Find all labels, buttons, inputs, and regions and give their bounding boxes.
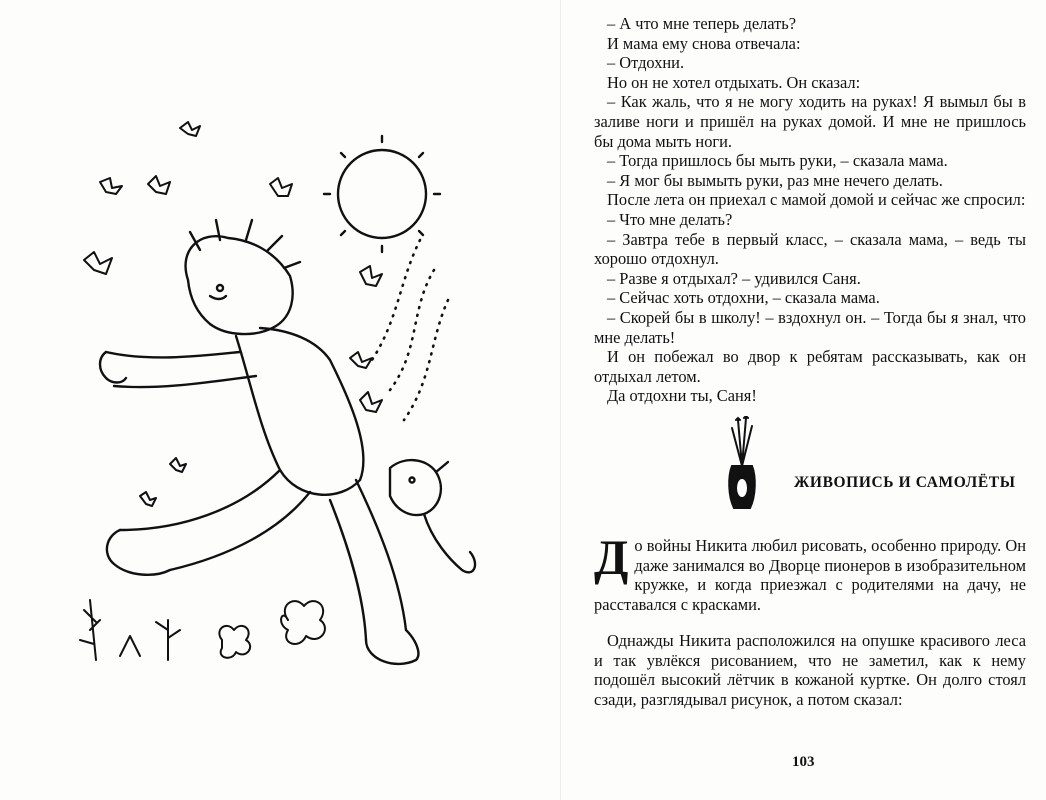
dialogue-line: – Что мне делать? (607, 209, 733, 229)
story-body (594, 529, 1026, 709)
paragraph: Однажды Никита расположился на опушке красивого леса и так увлёкся рисованием, что не заметил, как к нему подошёл высокий лётчик в кожаной куртке. Он долго стоял сзади, разглядывал рисунок, а потом сказал: (594, 631, 1026, 709)
flowers-drawing (80, 600, 325, 660)
dialogue-line: – Отдохни. (607, 53, 685, 73)
dotted-trail (372, 240, 448, 420)
paintbrush-vase-icon (722, 416, 762, 512)
dialogue-line: Но он не хотел отдыхать. Он сказал: (607, 72, 861, 92)
page-gutter (560, 0, 561, 800)
section-heading: ЖИВОПИСЬ И САМОЛЁТЫ (794, 473, 1016, 491)
dialogue-line: – Сейчас хоть отдохни, – сказала мама. (607, 288, 880, 308)
dialogue-line: После лета он приехал с мамой домой и сейчас же спросил: (607, 190, 1026, 210)
opening-paragraph (594, 529, 1026, 615)
dialogue-line: – Тогда пришлось бы мыть руки, – сказала мама. (607, 151, 948, 171)
dialogue-line: – Скорей бы в школу! – вздохнул он. – Тогда бы я знал, что мне делать! (594, 307, 1026, 347)
birds-drawing (84, 122, 382, 506)
dog-drawing (390, 460, 475, 572)
dialogue-line: – Как жаль, что я не могу ходить на руках! Я вымыл бы в заливе ноги и пришёл на руках домой. И мне не пришлось бы дома мыть ноги. (594, 92, 1026, 151)
dialogue-line: Да отдохни ты, Саня! (607, 386, 757, 406)
drop-cap: Д (594, 529, 629, 586)
sun-drawing (324, 136, 440, 252)
page-number: 103 (792, 754, 815, 770)
dialogue-line: И он побежал во двор к ребятам рассказывать, как он отдыхал летом. (594, 347, 1026, 386)
dialogue-line: И мама ему снова отвечала: (607, 33, 801, 53)
right-page (594, 14, 1026, 709)
boy-running-illustration (60, 100, 480, 700)
section-header (594, 412, 1026, 520)
opening-text: о войны Никита любил рисовать, особенно природу. Он даже занимался во Дворце пионеров в изобразительном кружке, и когда приезжал с родителями на дачу, не расставался с красками. (594, 536, 1026, 615)
dialogue-line: – Завтра тебе в первый класс, – сказала мама, – ведь ты хорошо отдохнул. (594, 229, 1026, 269)
dialogue-line: – Разве я отдыхал? – удивился Саня. (607, 268, 861, 288)
dialogue-line: – А что мне теперь делать? (607, 14, 797, 33)
dialogue-line: – Я мог бы вымыть руки, раз мне нечего делать. (607, 170, 943, 190)
boy-drawing (100, 220, 418, 664)
